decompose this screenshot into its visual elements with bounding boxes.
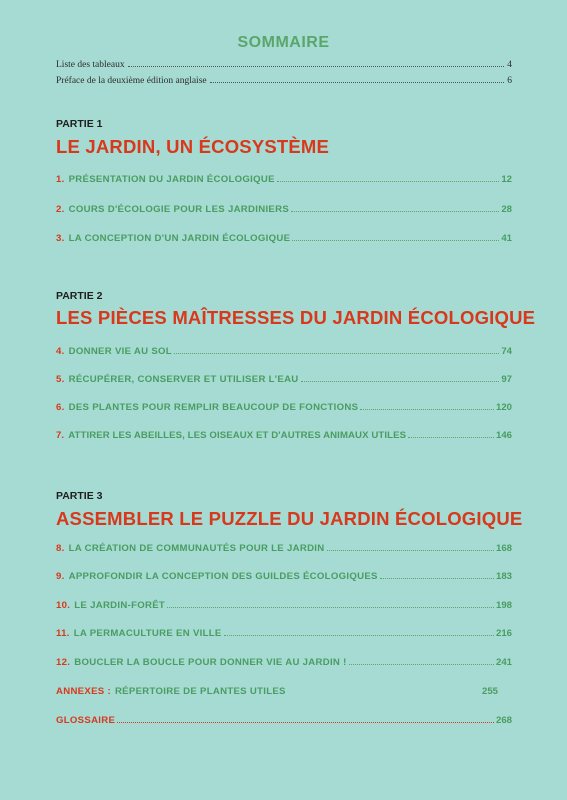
chapter-number: 11. — [56, 628, 70, 639]
prelim-page: 6 — [507, 76, 512, 86]
chapter-title: BOUCLER LA BOUCLE POUR DONNER VIE AU JARDIN ! — [74, 657, 347, 668]
dot-leader — [210, 82, 505, 83]
annexes-page: 255 — [481, 686, 498, 697]
toc-entry[interactable] — [56, 204, 512, 220]
chapter-title: LA PERMACULTURE EN VILLE — [73, 628, 222, 639]
dot-leader — [277, 181, 499, 182]
chapter-title: ATTIRER LES ABEILLES, LES OISEAUX ET D'AUTRES ANIMAUX UTILES — [68, 430, 407, 441]
chapter-title: LA CONCEPTION D'UN JARDIN ÉCOLOGIQUE — [68, 233, 291, 244]
chapter-title: APPROFONDIR LA CONCEPTION DES GUILDES ÉCOLOGIQUES — [68, 571, 378, 582]
prelim-entry[interactable] — [56, 76, 512, 90]
toc-entry[interactable] — [56, 628, 512, 644]
toc-entry[interactable] — [56, 571, 512, 587]
toc-entry[interactable] — [56, 543, 512, 559]
toc-entry[interactable] — [56, 430, 512, 446]
chapter-number: 5. — [56, 374, 65, 385]
part-label: PARTIE 3 — [56, 490, 103, 502]
dot-leader — [128, 66, 505, 67]
dot-leader — [291, 211, 499, 212]
chapter-number: 12. — [56, 657, 71, 668]
chapter-title: LE JARDIN-FORÊT — [74, 600, 166, 611]
chapter-number: 2. — [56, 204, 65, 215]
toc-entry[interactable] — [56, 600, 512, 616]
dot-leader — [292, 240, 499, 241]
toc-entry-glossaire[interactable] — [56, 715, 512, 731]
chapter-page: 120 — [495, 402, 512, 413]
toc-entry-annexes[interactable] — [56, 686, 512, 702]
dot-leader — [174, 353, 499, 354]
dot-leader — [301, 381, 500, 382]
chapter-title: LA CRÉATION DE COMMUNAUTÉS POUR LE JARDIN — [68, 543, 325, 554]
chapter-page: 41 — [501, 233, 512, 244]
toc-entry[interactable] — [56, 402, 512, 418]
dot-leader — [327, 550, 494, 551]
prelim-page: 4 — [507, 60, 512, 70]
chapter-page: 168 — [495, 543, 512, 554]
toc-entry[interactable] — [56, 346, 512, 362]
chapter-page: 198 — [495, 600, 512, 611]
chapter-page: 146 — [495, 430, 512, 441]
chapter-number: 6. — [56, 402, 65, 413]
dot-leader — [117, 722, 494, 723]
glossaire-label: GLOSSAIRE — [56, 715, 116, 726]
toc-entry[interactable] — [56, 233, 512, 249]
dot-leader — [224, 635, 494, 636]
chapter-page: 183 — [495, 571, 512, 582]
annexes-label: ANNEXES : — [56, 686, 111, 697]
prelim-label: Liste des tableaux — [56, 60, 125, 70]
part-title: LE JARDIN, UN ÉCOSYSTÈME — [56, 136, 330, 157]
chapter-page: 28 — [501, 204, 512, 215]
prelim-label: Préface de la deuxième édition anglaise — [56, 76, 207, 86]
chapter-number: 3. — [56, 233, 65, 244]
chapter-title: RÉCUPÉRER, CONSERVER ET UTILISER L'EAU — [68, 374, 299, 385]
page-title: SOMMAIRE — [237, 34, 330, 51]
toc-entry[interactable] — [56, 374, 512, 390]
chapter-number: 1. — [56, 174, 65, 185]
annexes-title: RÉPERTOIRE DE PLANTES UTILES — [114, 686, 286, 697]
dot-leader — [408, 437, 494, 438]
chapter-title: COURS D'ÉCOLOGIE POUR LES JARDINIERS — [68, 204, 290, 215]
chapter-title: PRÉSENTATION DU JARDIN ÉCOLOGIQUE — [68, 174, 275, 185]
chapter-number: 8. — [56, 543, 65, 554]
part-title: ASSEMBLER LE PUZZLE DU JARDIN ÉCOLOGIQUE — [56, 508, 523, 529]
dot-leader — [380, 578, 494, 579]
dot-leader — [360, 409, 494, 410]
chapter-number: 7. — [56, 430, 65, 441]
chapter-number: 4. — [56, 346, 65, 357]
prelim-entry[interactable] — [56, 60, 512, 74]
chapter-page: 216 — [495, 628, 512, 639]
part-label: PARTIE 1 — [56, 118, 103, 130]
chapter-number: 9. — [56, 571, 65, 582]
toc-entry[interactable] — [56, 657, 512, 673]
part-label: PARTIE 2 — [56, 290, 103, 302]
toc-entry[interactable] — [56, 174, 512, 190]
chapter-page: 241 — [495, 657, 512, 668]
dot-leader — [349, 664, 494, 665]
part-title: LES PIÈCES MAÎTRESSES DU JARDIN ÉCOLOGIQUE — [56, 307, 536, 328]
chapter-title: DES PLANTES POUR REMPLIR BEAUCOUP DE FONCTIONS — [68, 402, 359, 413]
chapter-page: 74 — [501, 346, 512, 357]
chapter-title: DONNER VIE AU SOL — [68, 346, 172, 357]
chapter-page: 12 — [501, 174, 512, 185]
chapter-page: 97 — [501, 374, 512, 385]
dot-leader — [167, 607, 494, 608]
glossaire-page: 268 — [495, 715, 512, 726]
chapter-number: 10. — [56, 600, 71, 611]
